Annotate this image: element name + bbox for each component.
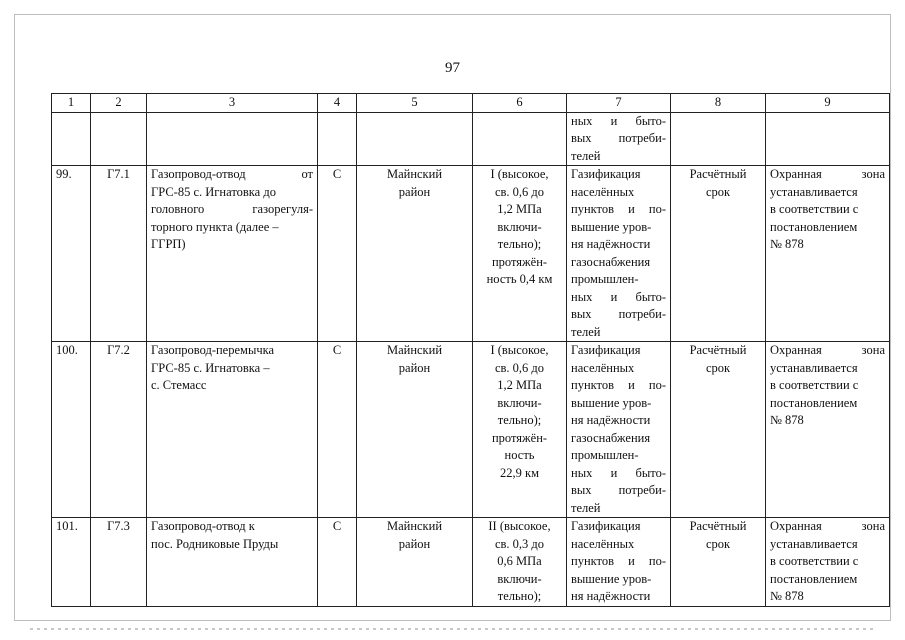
text-line: 22,9 км	[500, 465, 539, 480]
object-type: С	[318, 342, 357, 518]
location-cell	[357, 518, 473, 607]
text-line: тельно);	[497, 413, 542, 427]
text-line: вых потреби-	[571, 131, 666, 145]
text-line: вых потреби-	[571, 307, 666, 321]
row-number: 99.	[52, 166, 91, 342]
text-line: устанавливается	[770, 536, 858, 551]
characteristics-cell	[473, 518, 567, 607]
text-line: Расчётный	[689, 343, 747, 357]
text-line: ность 0,4 км	[486, 272, 553, 286]
text-line: включи-	[497, 395, 542, 410]
column-header: 6	[473, 94, 567, 113]
text-line: головного газорегуля-	[151, 202, 313, 216]
object-name-cell	[147, 518, 318, 607]
location-cell	[357, 342, 473, 518]
text-line: ГГРП)	[151, 237, 186, 251]
text-line: Охранная зона	[770, 343, 885, 357]
term-cell	[671, 518, 766, 607]
characteristics-cell	[473, 342, 567, 518]
text-line: Расчётный	[689, 519, 747, 533]
column-header: 3	[147, 94, 318, 113]
text-line: телей	[571, 500, 601, 515]
text-line: постановлением	[770, 219, 858, 234]
text-line: пунктов и по-	[571, 378, 666, 392]
protection-zone-cell	[766, 518, 890, 607]
column-header: 4	[318, 94, 357, 113]
text-line: Охранная зона	[770, 519, 885, 533]
text-line: 1,2 МПа	[497, 202, 542, 216]
text-line: 0,6 МПа	[497, 554, 542, 568]
purpose-cell	[567, 342, 671, 518]
text-line: населённых	[571, 184, 635, 199]
column-header: 5	[357, 94, 473, 113]
object-type: С	[318, 166, 357, 342]
text-line: Майнский	[386, 167, 443, 181]
text-line: ность	[504, 448, 535, 462]
object-code: Г7.1	[91, 166, 147, 342]
text-line: I (высокое,	[490, 343, 549, 357]
text-line: газоснабжения	[571, 254, 651, 269]
text-line: включи-	[497, 571, 542, 586]
register-table	[51, 93, 890, 607]
table-row	[52, 518, 890, 607]
text-line: ГРС-85 с. Игнатовка –	[151, 360, 270, 375]
text-line: район	[398, 536, 431, 551]
text-line: Майнский	[386, 343, 443, 357]
text-line: населённых	[571, 360, 635, 375]
purpose-cell	[567, 112, 671, 166]
text-line: II (высокое,	[488, 519, 551, 533]
text-line: Газопровод-перемычка	[151, 343, 275, 357]
text-line: пос. Родниковые Пруды	[151, 536, 279, 551]
column-header: 9	[766, 94, 890, 113]
text-line: вышение уров-	[571, 395, 652, 410]
table-row	[52, 166, 890, 342]
text-line: Газификация	[571, 519, 641, 533]
text-line: Газопровод-отвод к	[151, 519, 255, 533]
text-line: № 878	[770, 237, 804, 251]
text-line: Майнский	[386, 519, 443, 533]
object-code: Г7.3	[91, 518, 147, 607]
row-number: 101.	[52, 518, 91, 607]
text-line: пунктов и по-	[571, 202, 666, 216]
text-line: срок	[705, 536, 731, 551]
text-line: Газификация	[571, 167, 641, 181]
text-line: 1,2 МПа	[497, 378, 542, 392]
column-header: 7	[567, 94, 671, 113]
object-code: Г7.2	[91, 342, 147, 518]
text-line: телей	[571, 148, 601, 163]
text-line: I (высокое,	[490, 167, 549, 181]
text-line: постановлением	[770, 571, 858, 586]
table-row	[52, 342, 890, 518]
text-line: включи-	[497, 219, 542, 234]
term-cell	[671, 342, 766, 518]
text-line: св. 0,6 до	[494, 184, 545, 199]
text-line: вых потреби-	[571, 483, 666, 497]
characteristics-cell	[473, 166, 567, 342]
text-line: в соответствии с	[770, 554, 859, 568]
text-line: ных и быто-	[571, 465, 666, 480]
row-number: 100.	[52, 342, 91, 518]
text-line: № 878	[770, 413, 804, 427]
text-line: телей	[571, 324, 601, 339]
text-line: в соответствии с	[770, 378, 859, 392]
column-header: 8	[671, 94, 766, 113]
text-line: Газопровод-отвод от	[151, 167, 313, 181]
text-line: св. 0,6 до	[494, 360, 545, 375]
continuation-row	[52, 112, 890, 166]
text-line: в соответствии с	[770, 202, 859, 216]
purpose-cell	[567, 166, 671, 342]
text-line: промышлен-	[571, 272, 639, 286]
text-line: устанавливается	[770, 184, 858, 199]
location-cell	[357, 166, 473, 342]
text-line: вышение уров-	[571, 571, 652, 586]
scan-edge-noise	[30, 628, 875, 630]
text-line: Охранная зона	[770, 167, 885, 181]
text-line: район	[398, 184, 431, 199]
text-line: № 878	[770, 589, 804, 603]
text-line: срок	[705, 184, 731, 199]
protection-zone-cell	[766, 166, 890, 342]
text-line: вышение уров-	[571, 219, 652, 234]
text-line: ня надёжности	[571, 413, 651, 427]
table-header-row	[52, 94, 890, 113]
object-type: С	[318, 518, 357, 607]
text-line: торного пункта (далее –	[151, 219, 279, 234]
column-header: 1	[52, 94, 91, 113]
text-line: ня надёжности	[571, 589, 651, 603]
text-line: ных и быто-	[571, 289, 666, 304]
text-line: Расчётный	[689, 167, 747, 181]
text-line: район	[398, 360, 431, 375]
object-name-cell	[147, 342, 318, 518]
text-line: св. 0,3 до	[494, 536, 545, 551]
text-line: постановлением	[770, 395, 858, 410]
column-header: 2	[91, 94, 147, 113]
purpose-cell	[567, 518, 671, 607]
text-line: тельно);	[497, 237, 542, 251]
text-line: ГРС-85 с. Игнатовка до	[151, 184, 276, 199]
object-name-cell	[147, 166, 318, 342]
text-line: промышлен-	[571, 448, 639, 462]
text-line: ных и быто-	[571, 113, 666, 128]
text-line: протяжён-	[491, 254, 548, 269]
text-line: пунктов и по-	[571, 554, 666, 568]
page-number: 97	[445, 60, 460, 76]
text-line: газоснабжения	[571, 430, 651, 445]
text-line: протяжён-	[491, 430, 548, 445]
text-line: тельно);	[497, 589, 542, 603]
text-line: Газификация	[571, 343, 641, 357]
text-line: населённых	[571, 536, 635, 551]
text-line: ня надёжности	[571, 237, 651, 251]
term-cell	[671, 166, 766, 342]
text-line: устанавливается	[770, 360, 858, 375]
protection-zone-cell	[766, 342, 890, 518]
text-line: с. Стемасс	[151, 378, 207, 392]
text-line: срок	[705, 360, 731, 375]
